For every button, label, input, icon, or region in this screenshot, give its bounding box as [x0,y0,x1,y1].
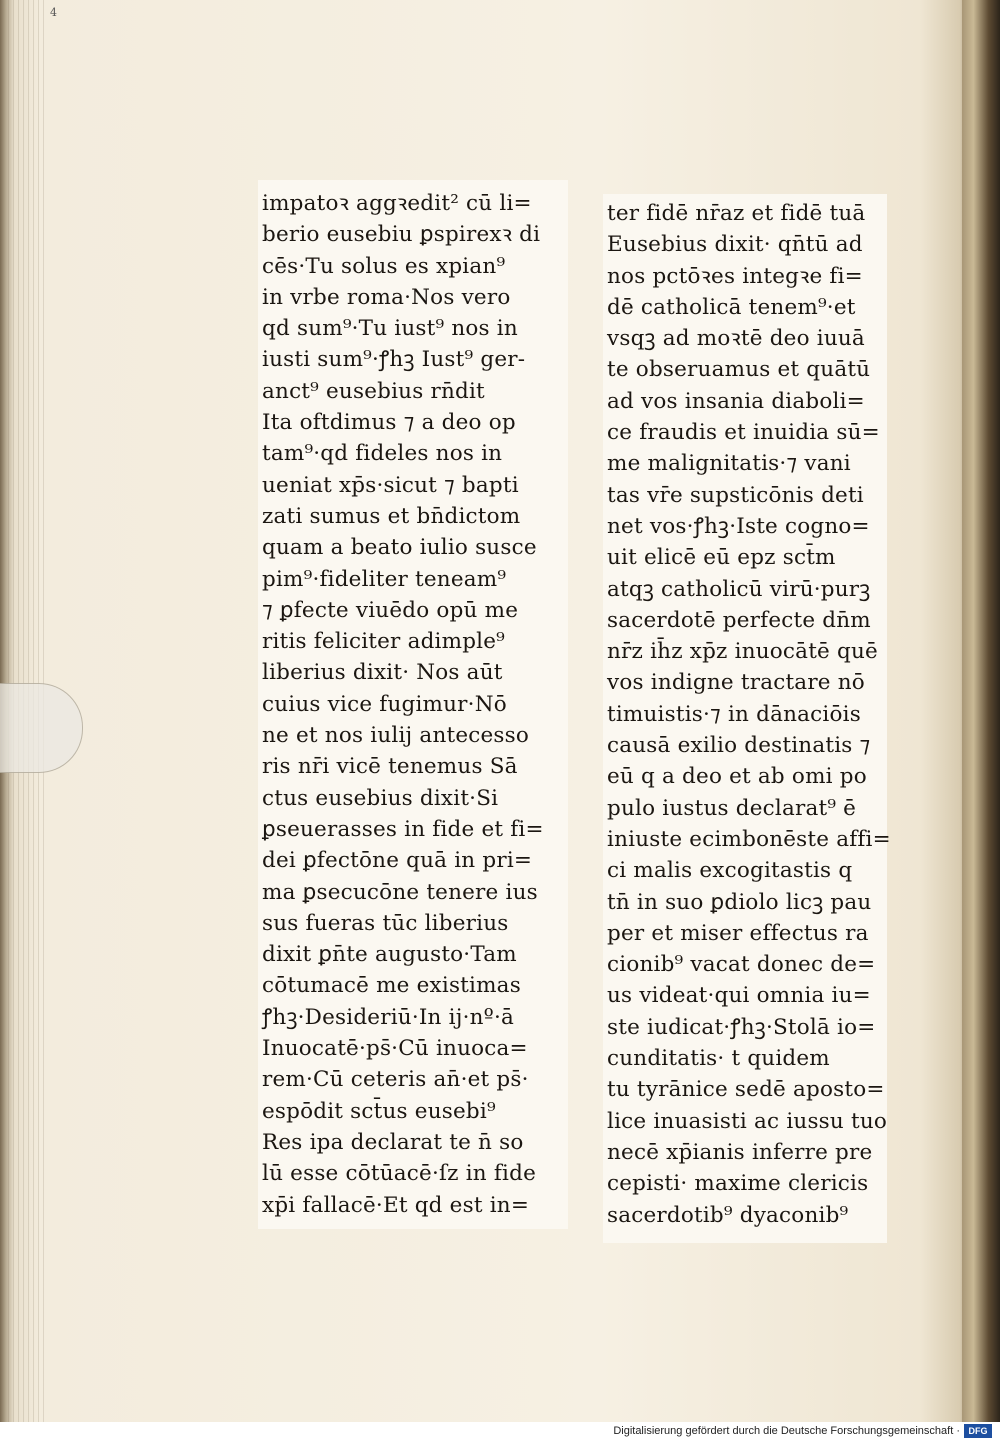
text-line: berio eusebiu ꝑspirexꝛ di [262,222,541,248]
text-line: ⁊ ꝑfecte viuēdo opū me [262,597,519,623]
text-line: iusti sum⁹·ꝭhꝫ Iust⁹ ger- [262,347,526,373]
text-line: pim⁹·fideliter teneam⁹ [262,566,507,592]
text-line: vos indigne tractare nō [607,670,865,696]
text-line: sacerdotē perfecte dn̄m [607,607,871,633]
text-line: uit elicē eū epz sct̄m [607,545,836,571]
text-line: dei ꝑfectōne quā in pri= [262,848,533,874]
text-line: lice inuasisti ac iussu tuo [607,1108,888,1134]
corner-mark: 4 [50,6,57,19]
text-line: tn̄ in suo ꝑdiolo licꝫ pau [607,889,872,915]
text-line: per et miser effectus ra [607,920,869,946]
text-line: necē xp̄ianis inferre pre [607,1139,873,1165]
text-line: ueniat xp̄s·sicut ⁊ bapti [262,472,519,498]
page-tab-marker [0,683,83,773]
text-line: ꝑseuerasses in fide et fi= [262,816,544,842]
text-line: tas vr̄e supsticōnis deti [607,482,864,508]
text-line: Eusebius dixit· qn̄tū ad [607,232,863,258]
text-line: Inuocatē·ps̄·Cū inuoca= [262,1036,528,1062]
text-line: rem·Cū ceteris an̄·et ps̄· [262,1067,529,1093]
text-line: ci malis excogitastis q [607,858,853,884]
text-line: ꝭhꝫ·Desideriū·In ij·nº·ā [262,1004,515,1030]
book-binding [962,0,1000,1422]
text-line: ris nr̄i vicē tenemus Sā [262,754,518,780]
text-line: tu tyrānice sedē aposto= [607,1077,885,1103]
text-line: xp̄i fallacē·Et qd est in= [262,1192,530,1218]
text-line: liberius dixit· Nos aūt [262,660,503,686]
text-line: us videat·qui omnia iu= [607,983,871,1009]
text-line: ste iudicat·ꝭhꝫ·Stolā io= [607,1014,876,1040]
text-line: zati sumus et bn̄dictom [262,503,521,529]
text-line: sus fueras tūc liberius [262,910,509,936]
text-line: Ita oftdimus ⁊ a deo op [262,410,516,436]
text-line: iniuste ecimbonēste affi= [607,826,891,852]
text-line: Res ipa declarat te n̄ so [262,1129,524,1155]
right-text-column [603,194,891,1243]
text-line: anct⁹ eusebius rn̄dit [262,378,485,404]
text-line: cepisti· maxime clericis [607,1171,869,1197]
text-line: timuistis·⁊ in dānaciōis [607,701,861,727]
text-line: in vrbe roma·Nos vero [262,284,511,310]
text-line: cionib⁹ vacat donec de= [607,952,876,978]
footer-credit: Digitalisierung gefördert durch die Deutsche Forschungsgemeinschaft · [613,1425,960,1437]
text-line: dē catholicā tenem⁹·et [607,294,856,320]
text-line: pulo iustus declarat⁹ ē [607,795,857,821]
text-line: net vos·ꝭhꝫ·Iste cogno= [607,513,870,539]
text-line: ctus eusebius dixit·Si [262,785,499,811]
text-line: tam⁹·qd fideles nos in [262,441,503,467]
text-line: atqꝫ catholicū virū·purꝫ [607,576,871,602]
text-line: ad vos insania diaboli= [607,388,865,414]
text-line: sacerdotib⁹ dyaconib⁹ [607,1202,849,1228]
text-line: qd sum⁹·Tu iust⁹ nos in [262,316,518,342]
text-line: nr̄z ih̄z xp̄z inuocātē quē [607,639,878,665]
text-line: ce fraudis et inuidia sū= [607,420,880,446]
text-line: ritis feliciter adimple⁹ [262,629,505,655]
text-line: causā exilio destinatis ⁊ [607,733,871,759]
text-line: cuius vice fugimur·Nō [262,691,507,717]
text-line: lū esse cōtūacē·ſz in fide [262,1161,536,1187]
text-line: me malignitatis·⁊ vani [607,451,851,477]
text-line: nos pctōꝛes integꝛe fi= [607,263,863,289]
text-line: quam a beato iulio susce [262,535,537,561]
text-line: ma ꝑsecucōne tenere ius [262,879,538,905]
text-line: cēs·Tu solus es xpian⁹ [262,253,506,279]
text-line: vsqꝫ ad moꝛtē deo iuuā [607,326,865,352]
left-text-column [258,180,568,1229]
text-line: eū q a deo et ab omi po [607,764,867,790]
dfg-logo: DFG [964,1424,992,1438]
text-line: cōtumacē me existimas [262,973,521,999]
text-line: impatoꝛ aggꝛedit² cū li= [262,191,532,216]
text-line: dixit ꝑn̄te augusto·Tam [262,942,517,968]
text-line: ter fidē nr̄az et fidē tuā [607,201,866,226]
text-line: cunditatis· t quidem [607,1046,830,1072]
text-line: te obseruamus et quātū [607,357,871,383]
text-line: espōdit sct̄us eusebi⁹ [262,1098,496,1124]
text-line: ne et nos iulij antecesso [262,723,530,749]
